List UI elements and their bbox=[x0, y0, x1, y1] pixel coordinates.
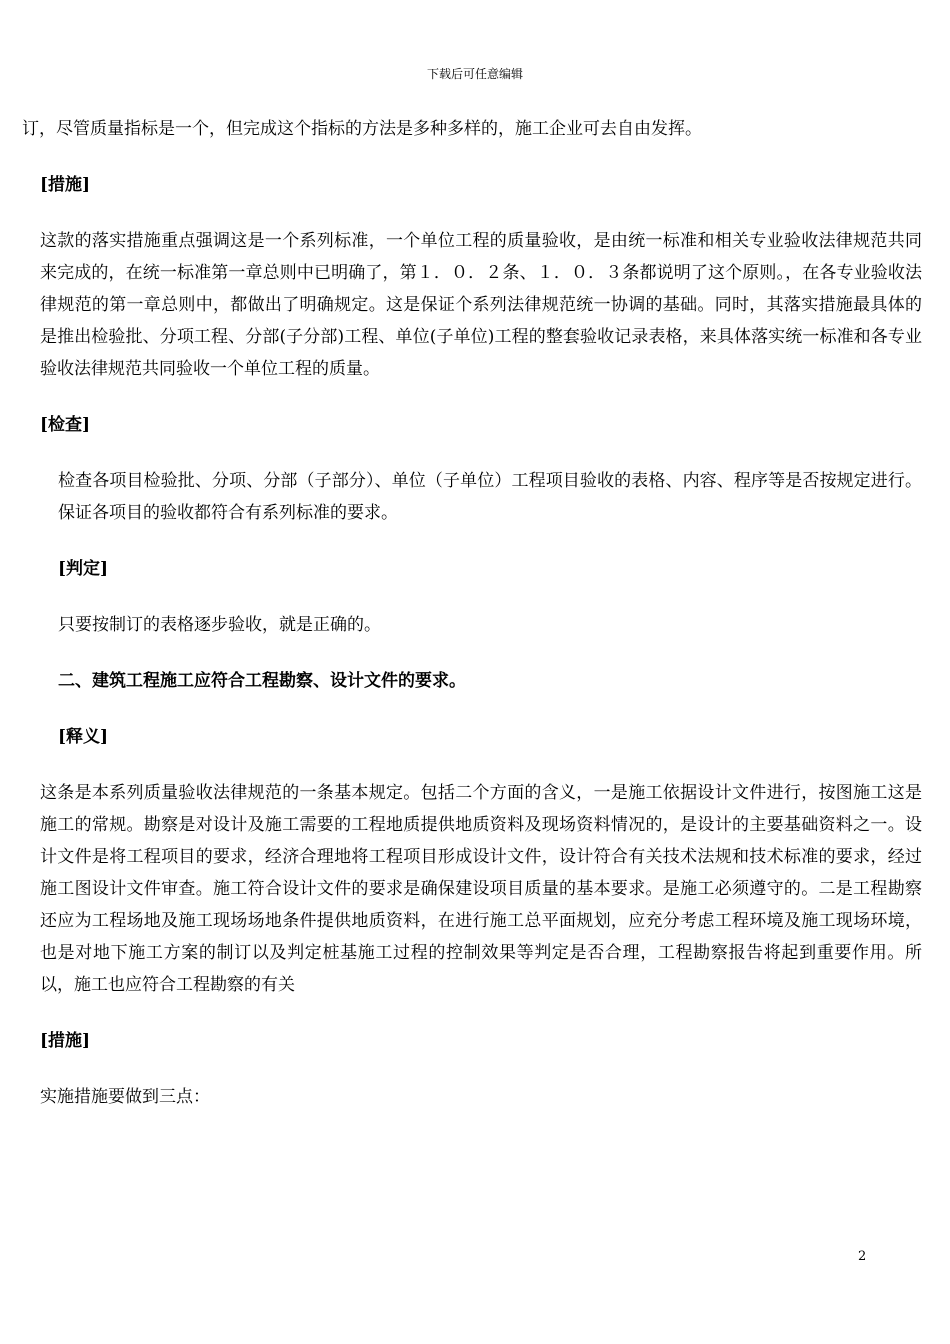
heading-check: [检查] bbox=[40, 415, 91, 435]
page-number: 2 bbox=[858, 1249, 867, 1264]
paragraph-explain: 这条是本系列质量验收法律规范的一条基本规定。包括二个方面的含义，一是施工依据设计文件进行，按图施工这是施工的常规。勘察是对设计及施工需要的工程地质提供地质资料及现场资料情况的，是设计的主要基础资料之一。设计文件是将工程项目的要求，经济合理地将工程项目形成设计文件，设计符合有关技术法规和技术标准的要求，经过施工图设计文件审查。施工符合设计文件的要求是确保建设项目质量的基本要求。是施工必须遵守的。二是工程勘察还应为工程场地及施工现场场地条件提供地质资料，在进行施工总平面规划，应充分考虑工程环境及施工现场环境，也是对地下施工方案的制订以及判定桩基施工过程的控制效果等判定是否合理，工程勘察报告将起到重要作用。所以，施工也应符合工程勘察的有关 bbox=[40, 783, 922, 995]
paragraph-intro: 订，尽管质量指标是一个，但完成这个指标的方法是多种多样的，施工企业可去自由发挥。 bbox=[22, 119, 702, 139]
document-body bbox=[22, 113, 922, 1113]
page-header: 下载后可任意编辑 bbox=[426, 67, 523, 81]
section-heading-2: 二、建筑工程施工应符合工程勘察、设计文件的要求。 bbox=[58, 671, 466, 691]
paragraph-measure-2: 实施措施要做到三点： bbox=[40, 1087, 210, 1107]
heading-judge: [判定] bbox=[58, 559, 109, 579]
heading-measure-2: [措施] bbox=[40, 1031, 91, 1051]
heading-measure: [措施] bbox=[40, 175, 91, 195]
paragraph-check: 检查各项目检验批、分项、分部（子部分）、单位（子单位）工程项目验收的表格、内容、程序等是否按规定进行。保证各项目的验收都符合有系列标准的要求。 bbox=[58, 471, 922, 523]
heading-explain: [释义] bbox=[58, 727, 109, 747]
paragraph-judge: 只要按制订的表格逐步验收，就是正确的。 bbox=[58, 615, 381, 635]
paragraph-measure: 这款的落实措施重点强调这是一个系列标准，一个单位工程的质量验收，是由统一标准和相关专业验收法律规范共同来完成的，在统一标准第一章总则中已明确了，第１．０．２条、１．０．３条都说明了这个原则。，在各专业验收法律规范的第一章总则中，都做出了明确规定。这是保证个系列法律规范统一协调的基础。同时，其落实措施最具体的是推出检验批、分项工程、分部(子分部)工程、单位(子单位)工程的整套验收记录表格，来具体落实统一标准和各专业验收法律规范共同验收一个单位工程的质量。 bbox=[40, 231, 922, 379]
